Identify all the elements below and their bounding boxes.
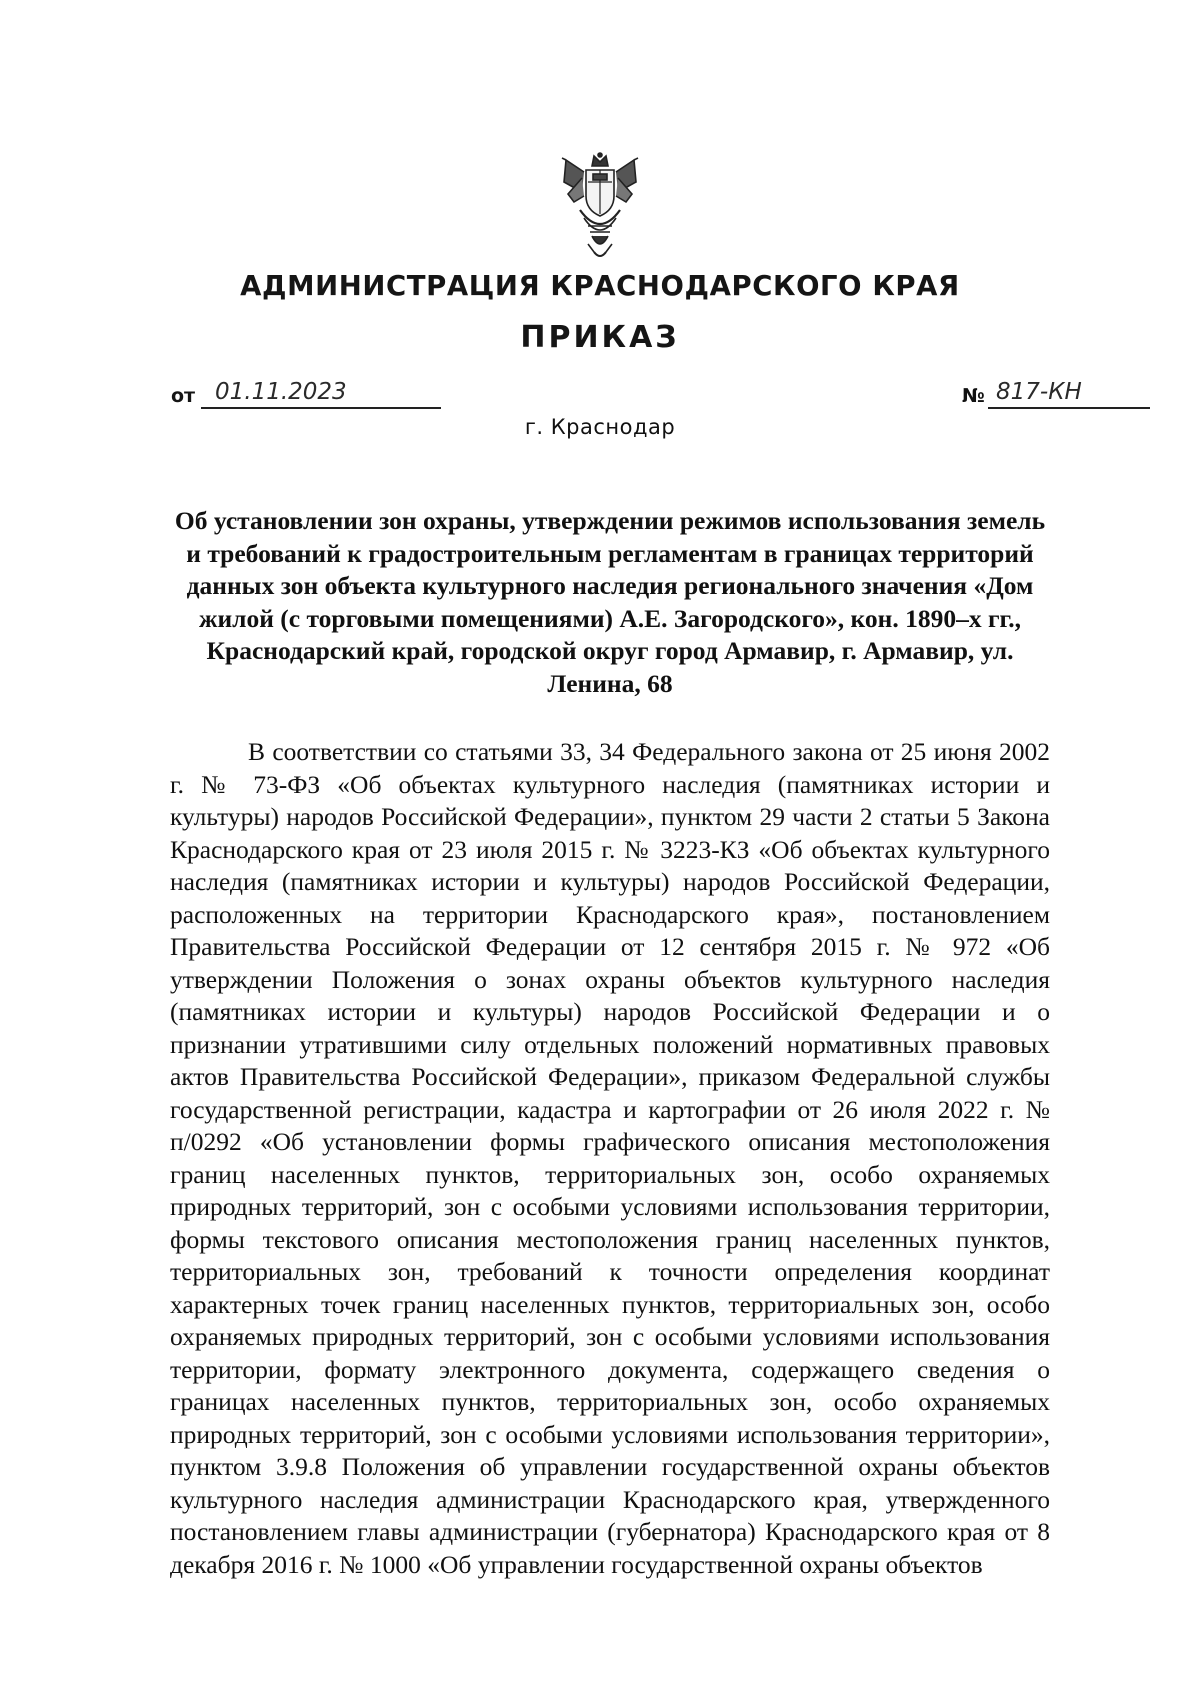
date-label: от bbox=[171, 385, 196, 407]
date-value: 01.11.2023 bbox=[201, 379, 441, 409]
coat-of-arms-icon bbox=[558, 152, 642, 262]
coat-of-arms-graphic bbox=[558, 152, 642, 262]
organization-name: АДМИНИСТРАЦИЯ КРАСНОДАРСКОГО КРАЯ bbox=[240, 270, 960, 302]
city: г. Краснодар bbox=[524, 415, 676, 439]
document-body bbox=[170, 736, 1050, 1581]
document-title: Об установлении зон охраны, утверждении режимов использования земель и требований к градостроительным регламентам в границах территорий данных зон объекта культурного наследия регионального значения «Дом жилой (с торговыми помещениями) А.Е. Загородского», кон. 1890–х гг., Краснодарский край, городской округ город Армавир, г. Армавир, ул. Ленина, 68 bbox=[174, 506, 1046, 698]
number-value: 817-КН bbox=[988, 379, 1150, 409]
number-label: № bbox=[962, 385, 985, 407]
document-type: ПРИКАЗ bbox=[520, 320, 680, 355]
body-paragraph: В соответствии со статьями 33, 34 Федерального закона от 25 июня 2002 г. № 73-ФЗ «Об объектах культурного наследия (памятниках истории и культуры) народов Российской Федерации», пунктом 29 части 2 статьи 5 Закона Краснодарского края от 23 июля 2015 г. № 3223-КЗ «Об объектах культурного наследия (памятниках истории и культуры) народов Российской Федерации, расположенных на территории Краснодарского края», постановлением Правительства Российской Федерации от 12 сентября 2015 г. № 972 «Об утверждении Положения о зонах охраны объектов культурного наследия (памятниках истории и культуры) народов Российской Федерации и о признании утратившими силу отдельных положений нормативных правовых актов Правительства Российской Федерации», приказом Федеральной службы государственной регистрации, кадастра и картографии от 26 июля 2022 г. № п/0292 «Об установлении формы графического описания местоположения границ населенных пунктов, территориальных зон, особо охраняемых природных территорий, зон с особыми условиями использования территории, формы текстового описания местоположения границ населенных пунктов, территориальных зон, требований к точности определения координат характерных точек границ населенных пунктов, территориальных зон, особо охраняемых природных территорий, зон с особыми условиями использования территории, формату электронного документа, содержащего сведения о границах населенных пунктов, территориальных зон, особо охраняемых природных территорий, зон с особыми условиями использования территории», пунктом 3.9.8 Положения об управлении государственной охраны объектов культурного наследия администрации Краснодарского края, утвержденного постановлением главы администрации (губернатора) Краснодарского края от 8 декабря 2016 г. № 1000 «Об управлении государственной охраны объектов bbox=[170, 737, 1050, 1579]
